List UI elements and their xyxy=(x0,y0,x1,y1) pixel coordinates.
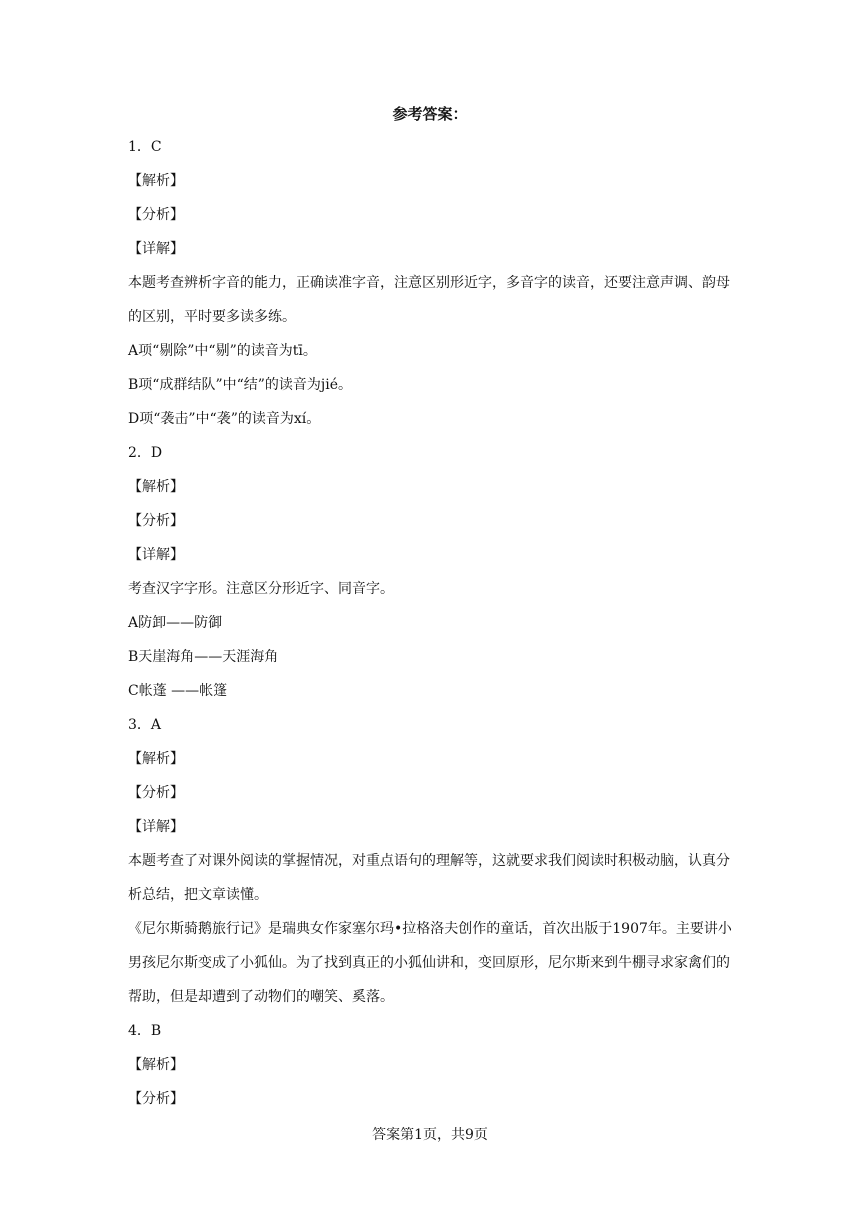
section-fenxi: 【分析】 xyxy=(128,207,184,223)
answer-paragraph: 《尼尔斯骑鹅旅行记》是瑞典女作家塞尔玛•拉格洛夫创作的童话，首次出版于1907年。主要讲小男孩尼尔斯变成了小狐仙。为了找到真正的小狐仙讲和，变回原形，尼尔斯来到牛棚寻求家禽们的帮助，但是却遭到了动物们的嘲笑、奚落。 xyxy=(128,921,732,1005)
section-fenxi: 【分析】 xyxy=(128,785,184,801)
page-footer: 答案第1页，共9页 xyxy=(372,1127,488,1143)
answer-line: C帐蓬 ——帐篷 xyxy=(128,683,228,699)
question-number: 3．A xyxy=(128,717,162,733)
section-fenxi: 【分析】 xyxy=(128,1091,184,1107)
answer-line: 考查汉字字形。注意区分形近字、同音字。 xyxy=(128,581,394,597)
section-xiangjie: 【详解】 xyxy=(128,241,184,257)
answer-line: A项“剔除”中“剔”的读音为tī。 xyxy=(128,343,317,359)
section-jiexi: 【解析】 xyxy=(128,1057,184,1073)
section-fenxi: 【分析】 xyxy=(128,513,184,529)
answer-paragraph: 本题考查了对课外阅读的掌握情况，对重点语句的理解等，这就要求我们阅读时积极动脑，认真分析总结，把文章读懂。 xyxy=(128,853,730,903)
section-jiexi: 【解析】 xyxy=(128,479,184,495)
section-xiangjie: 【详解】 xyxy=(128,819,184,835)
answer-line: B天崖海角——天涯海角 xyxy=(128,649,279,665)
answer-line: D项“袭击”中“袭”的读音为xí。 xyxy=(128,411,321,427)
question-number: 4．B xyxy=(128,1023,162,1039)
answer-line: B项“成群结队”中“结”的读音为jié。 xyxy=(128,377,353,393)
page-title: 参考答案： xyxy=(392,105,468,123)
answer-content xyxy=(128,130,740,1116)
answer-paragraph: 本题考查辨析字音的能力，正确读准字音，注意区别形近字，多音字的读音，还要注意声调、韵母的区别，平时要多读多练。 xyxy=(128,275,730,325)
section-jiexi: 【解析】 xyxy=(128,751,184,767)
question-number: 2．D xyxy=(128,445,163,461)
answer-line: A防卸——防御 xyxy=(128,615,223,631)
section-jiexi: 【解析】 xyxy=(128,173,184,189)
question-number: 1．C xyxy=(128,139,162,155)
section-xiangjie: 【详解】 xyxy=(128,547,184,563)
